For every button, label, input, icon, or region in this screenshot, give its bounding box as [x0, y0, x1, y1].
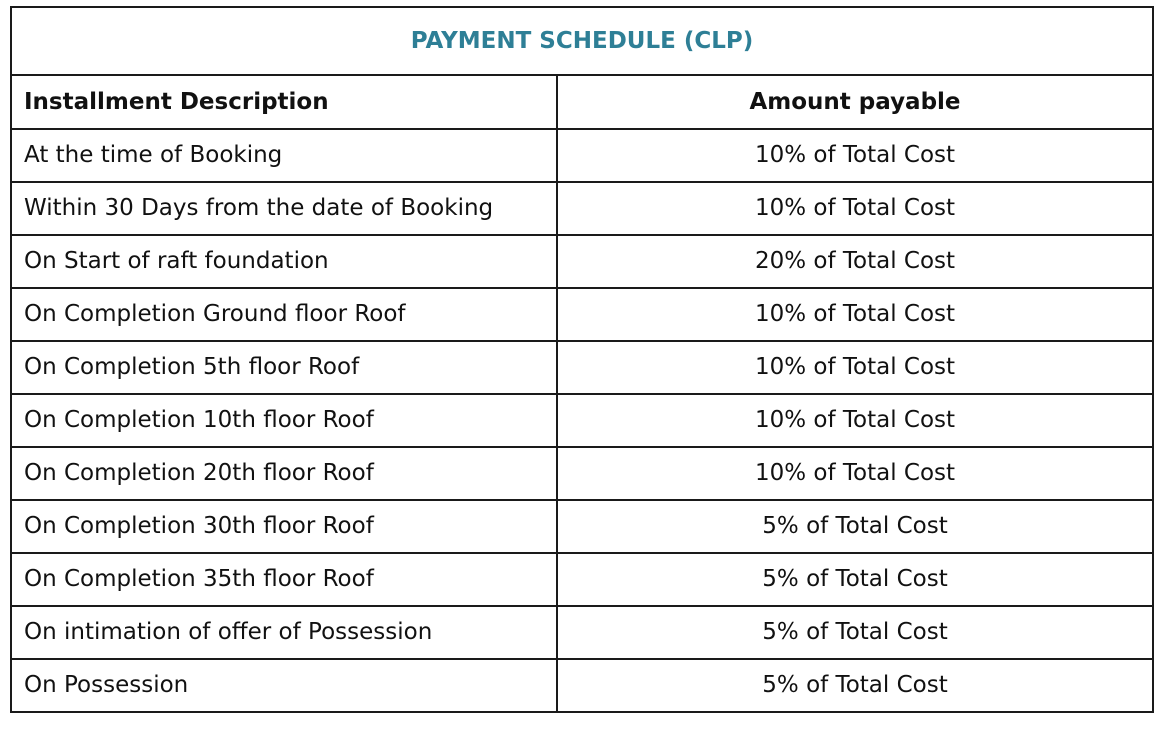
payment-schedule-sheet	[10, 6, 1152, 713]
installment-description-cell: On Possession	[11, 659, 557, 712]
table-header-row	[11, 75, 1153, 129]
column-header-description: Installment Description	[11, 75, 557, 129]
amount-payable-cell: 5% of Total Cost	[557, 659, 1153, 712]
installment-description-cell: Within 30 Days from the date of Booking	[11, 182, 557, 235]
installment-description-cell: On Completion 5th floor Roof	[11, 341, 557, 394]
table-row	[11, 394, 1153, 447]
table-row	[11, 341, 1153, 394]
installment-description-cell: On Completion Ground floor Roof	[11, 288, 557, 341]
table-title-row	[11, 7, 1153, 75]
amount-payable-cell: 10% of Total Cost	[557, 129, 1153, 182]
installment-description-cell: On Completion 10th floor Roof	[11, 394, 557, 447]
table-row	[11, 659, 1153, 712]
installment-description-cell: On Completion 35th floor Roof	[11, 553, 557, 606]
table-row	[11, 447, 1153, 500]
installment-description-cell: On Completion 30th floor Roof	[11, 500, 557, 553]
amount-payable-cell: 10% of Total Cost	[557, 394, 1153, 447]
table-row	[11, 553, 1153, 606]
amount-payable-cell: 5% of Total Cost	[557, 500, 1153, 553]
amount-payable-cell: 10% of Total Cost	[557, 182, 1153, 235]
table-row	[11, 288, 1153, 341]
column-header-amount: Amount payable	[557, 75, 1153, 129]
amount-payable-cell: 10% of Total Cost	[557, 341, 1153, 394]
installment-description-cell: On intimation of offer of Possession	[11, 606, 557, 659]
amount-payable-cell: 5% of Total Cost	[557, 553, 1153, 606]
table-row	[11, 500, 1153, 553]
amount-payable-cell: 20% of Total Cost	[557, 235, 1153, 288]
installment-description-cell: At the time of Booking	[11, 129, 557, 182]
table-row	[11, 235, 1153, 288]
amount-payable-cell: 10% of Total Cost	[557, 447, 1153, 500]
table-title: PAYMENT SCHEDULE (CLP)	[11, 7, 1153, 75]
installment-description-cell: On Start of raft foundation	[11, 235, 557, 288]
table-row	[11, 129, 1153, 182]
table-row	[11, 182, 1153, 235]
installment-description-cell: On Completion 20th floor Roof	[11, 447, 557, 500]
amount-payable-cell: 5% of Total Cost	[557, 606, 1153, 659]
amount-payable-cell: 10% of Total Cost	[557, 288, 1153, 341]
table-row	[11, 606, 1153, 659]
payment-schedule-table	[10, 6, 1154, 713]
